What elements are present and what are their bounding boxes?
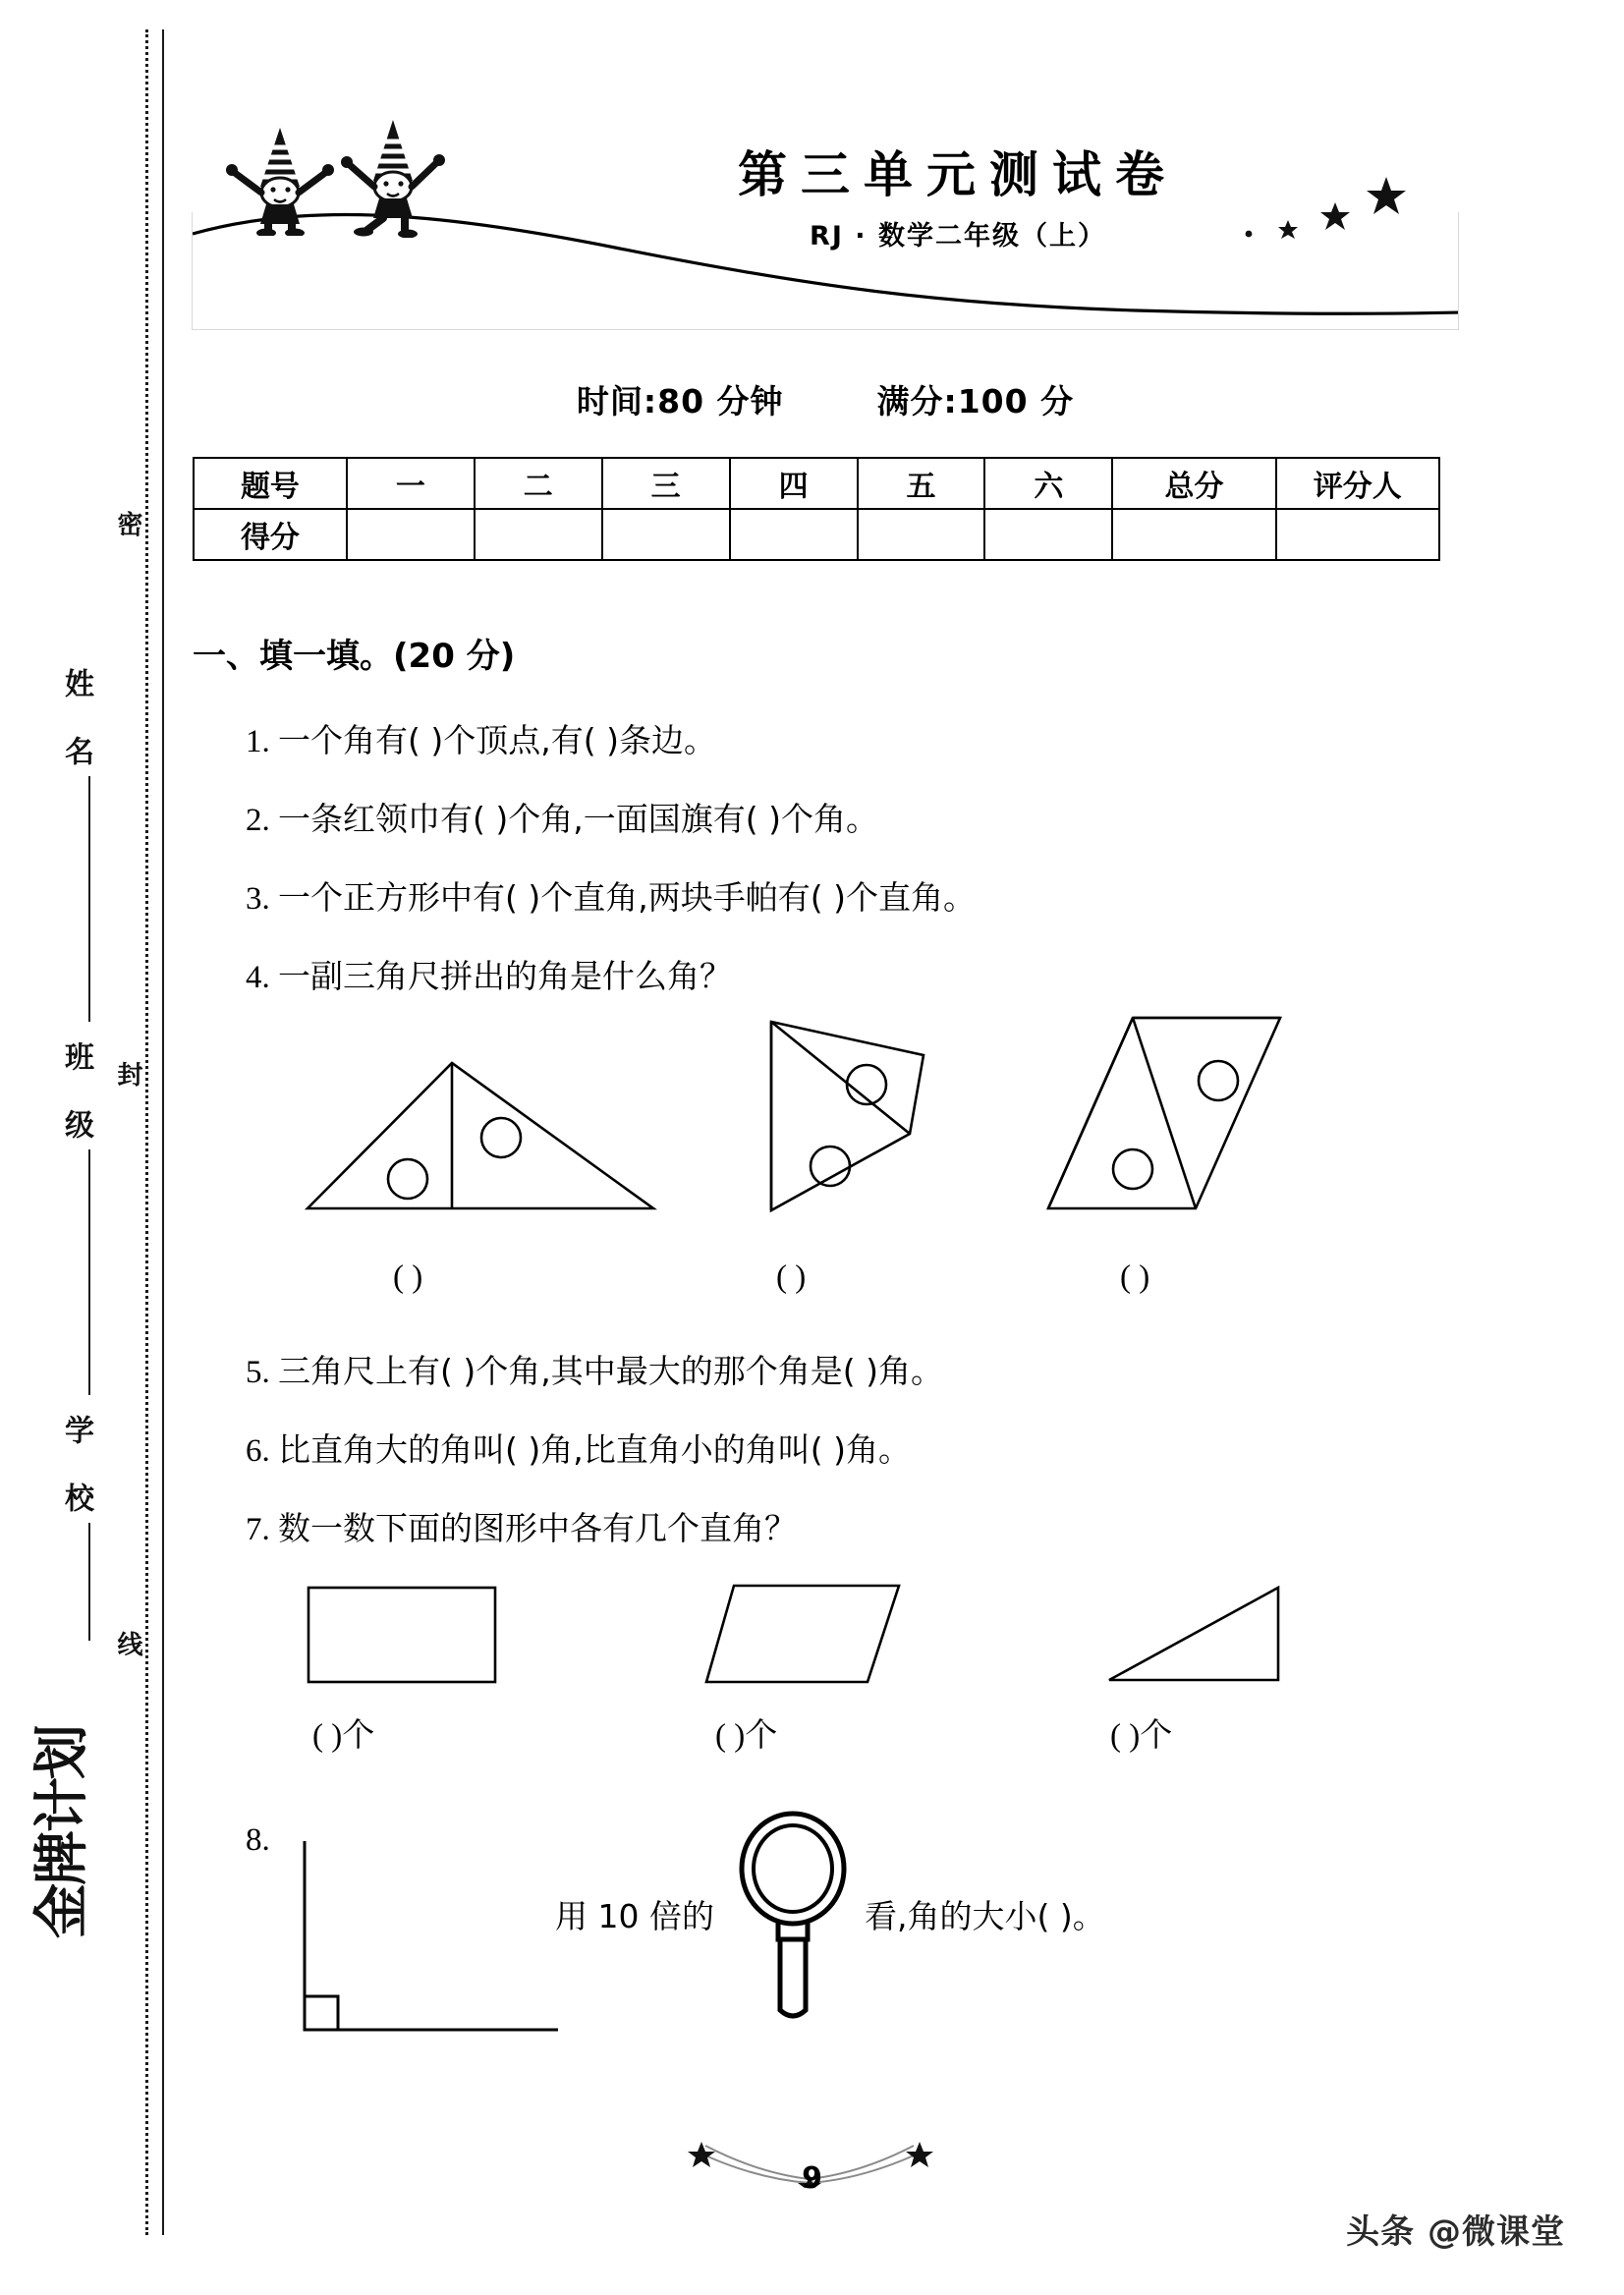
- exam-meta-line: [192, 376, 1459, 422]
- page-number: 9: [802, 2161, 822, 2196]
- q4-figure-2: [727, 1014, 982, 1220]
- question-5: [246, 1346, 943, 1392]
- question-3: [246, 872, 976, 919]
- score-cell-4[interactable]: [730, 509, 858, 560]
- q7-figure-rectangle: [305, 1582, 511, 1690]
- q4-figure-3: [1017, 1012, 1312, 1220]
- q7-figure-trapezoid: [702, 1580, 919, 1690]
- q8-text-after: 看,角的大小( )。: [865, 1897, 1105, 1935]
- score-table-row-label-1: 得分: [194, 509, 347, 560]
- magnifier-icon: [729, 1808, 857, 2034]
- field-rule-name: [88, 776, 90, 1022]
- q4-answer-slot-2[interactable]: ( ): [776, 1259, 807, 1295]
- question-6: [246, 1425, 911, 1471]
- score-cell-total[interactable]: [1112, 509, 1275, 560]
- score-table-col-4: 四: [730, 458, 858, 509]
- q4-figure-1: [300, 1022, 693, 1218]
- field-rule-class: [88, 1149, 90, 1395]
- score-table-col-3: 三: [602, 458, 730, 509]
- question-1-text: 一个角有( )个顶点,有( )条边。: [278, 721, 716, 759]
- field-rule-school: [88, 1523, 90, 1641]
- seal-char-mi: 密: [113, 511, 142, 538]
- score-table: [193, 457, 1440, 561]
- question-4: [246, 951, 732, 997]
- brand-logo-text: 金牌计划: [30, 1726, 94, 1938]
- page-subtitle: RJ · 数学二年级（上）: [810, 221, 1106, 252]
- gnome-character-left-icon: [221, 126, 339, 236]
- score-table-col-5: 五: [858, 458, 985, 509]
- score-cell-1[interactable]: [347, 509, 475, 560]
- question-3-number: 3.: [246, 881, 270, 917]
- question-2: [246, 794, 878, 840]
- field-label-name: 姓 名: [59, 668, 93, 767]
- page-title: 第三单元测试卷: [738, 146, 1178, 203]
- seal-char-feng: 封: [113, 1061, 142, 1089]
- score-table-col-6: 六: [984, 458, 1112, 509]
- q7-answer-slot-1[interactable]: ( )个: [312, 1718, 375, 1754]
- q4-answer-slot-1[interactable]: ( ): [393, 1259, 423, 1295]
- gnome-character-right-icon: [334, 118, 452, 238]
- question-3-text: 一个正方形中有( )个直角,两块手帕有( )个直角。: [278, 878, 976, 917]
- q7-answer-slot-3[interactable]: ( )个: [1110, 1718, 1173, 1754]
- score-cell-6[interactable]: [984, 509, 1112, 560]
- time-limit-label: 时间:80 分钟: [576, 382, 784, 420]
- question-2-number: 2.: [246, 803, 270, 838]
- brand-logo: [0, 1726, 220, 1938]
- q8-text-before: 用 10 倍的: [555, 1897, 714, 1935]
- q7-figure-right-triangle: [1105, 1582, 1302, 1690]
- score-cell-3[interactable]: [602, 509, 730, 560]
- question-4-number: 4.: [246, 960, 270, 995]
- score-table-col-2: 二: [475, 458, 602, 509]
- score-table-col-1: 一: [347, 458, 475, 509]
- question-6-number: 6.: [246, 1433, 270, 1469]
- score-cell-2[interactable]: [475, 509, 602, 560]
- q4-answer-slot-3[interactable]: ( ): [1120, 1259, 1150, 1295]
- field-label-class: 班 级: [59, 1041, 93, 1141]
- question-5-text: 三角尺上有( )个角,其中最大的那个角是( )角。: [278, 1352, 943, 1390]
- score-cell-5[interactable]: [858, 509, 985, 560]
- score-table-row-label-0: 题号: [194, 458, 347, 509]
- q8-right-angle-figure: [293, 1837, 578, 2053]
- score-table-col-total: 总分: [1112, 458, 1275, 509]
- score-cell-grader[interactable]: [1276, 509, 1439, 560]
- question-4-text: 一副三角尺拼出的角是什么角？: [278, 957, 732, 995]
- q7-answer-slot-2[interactable]: ( )个: [715, 1718, 778, 1754]
- question-8-number: 8.: [246, 1822, 270, 1858]
- question-8: [246, 1822, 270, 1859]
- question-7: [246, 1503, 797, 1549]
- table-row-scores: [194, 509, 1439, 560]
- question-7-text: 数一数下面的图形中各有几个直角？: [278, 1509, 797, 1547]
- full-score-label: 满分:100 分: [876, 382, 1075, 420]
- question-5-number: 5.: [246, 1355, 270, 1390]
- table-row-header: [194, 458, 1439, 509]
- paper-header: [192, 118, 1459, 344]
- question-1-number: 1.: [246, 724, 270, 759]
- q8-sentence: [555, 1891, 714, 1937]
- field-label-school: 学 校: [59, 1415, 93, 1514]
- question-1: [246, 715, 716, 761]
- question-2-text: 一条红领巾有( )个角,一面国旗有( )个角。: [278, 800, 878, 838]
- question-6-text: 比直角大的角叫( )角,比直角小的角叫( )角。: [278, 1430, 911, 1469]
- watermark: 头条 @微课堂: [1346, 2212, 1565, 2252]
- question-7-number: 7.: [246, 1512, 270, 1547]
- section-heading-fill-in: 一、填一填。(20 分): [193, 637, 516, 676]
- q8-sentence-tail: [865, 1891, 1105, 1937]
- score-table-col-grader: 评分人: [1276, 458, 1439, 509]
- seal-char-xian: 线: [113, 1631, 142, 1658]
